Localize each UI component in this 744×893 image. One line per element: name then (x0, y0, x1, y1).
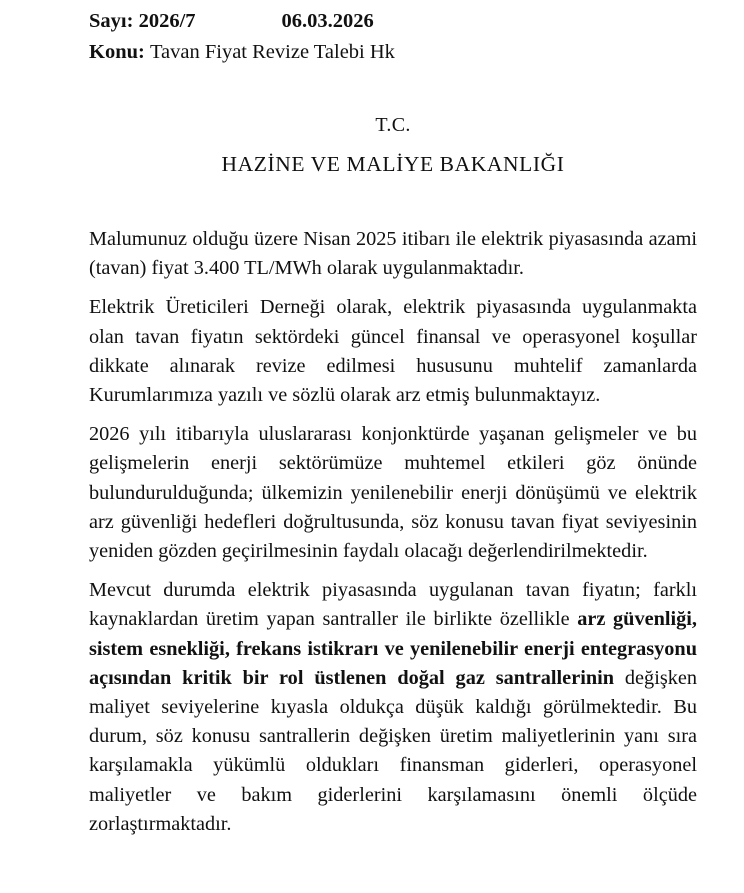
konu-value: Tavan Fiyat Revize Talebi Hk (149, 41, 395, 63)
document-date: 06.03.2026 (281, 10, 374, 32)
sayi-value: 2026/7 (138, 10, 196, 32)
reference-block (89, 6, 697, 68)
paragraph-4-emphasis: arz güvenliği, sistem esnekliği, frekans istikrarı ve yenilenebilir enerji entegrasyonu açısından kritik bir rol üstlenen doğal gaz santrallerinin (89, 608, 697, 689)
paragraph-4 (89, 576, 697, 839)
letterhead-ministry-line: HAZİNE VE MALİYE BAKANLIĞI (221, 152, 565, 176)
paragraph-3: 2026 yılı itibarıyla uluslararası konjonktürde yaşanan gelişmeler ve bu gelişmelerin enerji sektörümüze muhtemel etkileri göz önünde bulundurulduğunda; ülkemizin yenilenebilir enerji dönüşümü ve elektrik arz güvenliği hedefleri doğrultusunda, söz konusu tavan fiyat seviyesinin yeniden gözden geçirilmesinin faydalı olacağı değerlendirilmektedir. (89, 423, 697, 563)
paragraph-4-tail: değişken maliyet seviyelerine kıyasla oldukça düşük kaldığı görülmektedir. Bu durum, söz konusu santrallerin değişken üretim maliyetlerinin yanı sıra karşılamakla yükümlü oldukları finansman giderleri, operasyonel maliyetler ve bakım giderlerini karşılamasını önemli ölçüde zorlaştırmaktadır. (89, 666, 698, 835)
document-body (89, 225, 697, 839)
paragraph-4-lead: Mevcut durumda elektrik piyasasında uygulanan tavan fiyatın; farklı kaynaklardan üretim yapan santraller ile birlikte özellikle (89, 579, 697, 631)
letterhead-republic-line: T.C. (375, 114, 411, 136)
letterhead (89, 112, 697, 181)
paragraph-2: Elektrik Üreticileri Derneği olarak, elektrik piyasasında uygulanmakta olan tavan fiyatın sektördeki güncel finansal ve operasyonel koşullar dikkate alınarak revize edilmesi hususunu muhtelif zamanlarda Kurumlarımıza yazılı ve sözlü olarak arz etmiş bulunmaktayız. (89, 296, 697, 407)
konu-label: Konu: (89, 41, 145, 63)
konu-line (89, 37, 697, 68)
sayi-line (89, 6, 697, 37)
paragraph-1: Malumunuz olduğu üzere Nisan 2025 itibarı ile elektrik piyasasında azami (tavan) fiyat 3.400 TL/MWh olarak uygulanmaktadır. (89, 228, 697, 280)
sayi-label: Sayı: (89, 10, 134, 32)
